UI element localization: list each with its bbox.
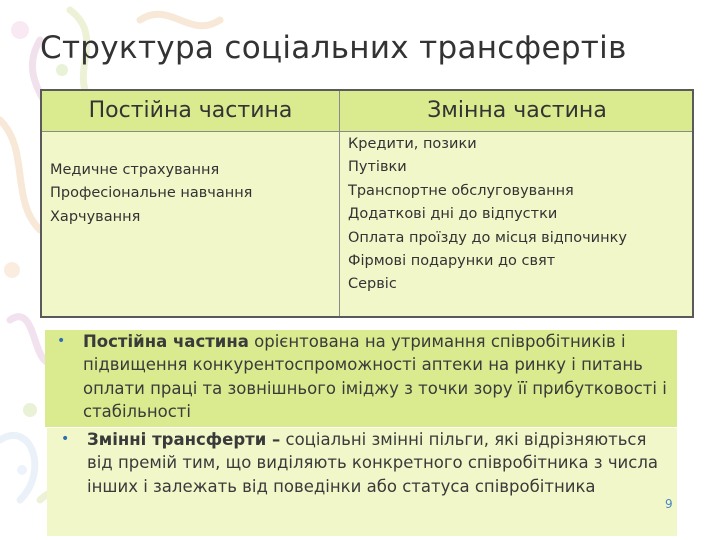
- note-text: орієнтована на утримання співробітників і підвищення конкурентоспроможності аптеки на ринку і питань оплати праці та зовнішнього іміджу з точки зору її прибутковості і стабільності: [83, 332, 667, 421]
- list-item: Професіональне навчання: [50, 185, 253, 202]
- bullet-row: [57, 330, 671, 423]
- bullet-row: [61, 428, 671, 498]
- list-item: Медичне страхування: [50, 162, 220, 178]
- variable-part-list: [348, 133, 627, 297]
- list-item: Кредити, позики: [348, 136, 477, 152]
- list-item: Фірмові подарунки до свят: [348, 253, 556, 270]
- page-title: Структура соціальних трансфертів: [40, 30, 627, 66]
- note-lead: Постійна частина: [83, 332, 249, 351]
- header-fixed-part: Постійна частина: [88, 98, 293, 123]
- list-item: Сервіс: [348, 276, 397, 293]
- page-number: 9: [665, 497, 673, 511]
- note-lead: Змінні трансферти –: [87, 430, 281, 449]
- list-item: Оплата проїзду до місця відпочинку: [348, 229, 627, 246]
- bullet-icon: •: [57, 333, 66, 349]
- list-item: Харчування: [50, 208, 141, 225]
- list-item: Транспортне обслуговування: [348, 182, 574, 199]
- bullet-icon: •: [61, 431, 70, 447]
- list-item: Додаткові дні до відпустки: [348, 206, 558, 223]
- note-text: соціальні змінні пільги, які відрізняються від премій тим, що виділяють конкретного співробітника з числа інших і залежать від поведінки або статуса співробітника: [87, 430, 659, 496]
- transfers-table: [40, 89, 694, 318]
- header-variable-part: Змінна частина: [427, 98, 607, 123]
- note-variable-transfers: [47, 428, 677, 536]
- header-divider: [42, 131, 692, 132]
- note-fixed-part: [45, 330, 677, 427]
- list-item: Путівки: [348, 159, 407, 176]
- fixed-part-list: [50, 159, 252, 229]
